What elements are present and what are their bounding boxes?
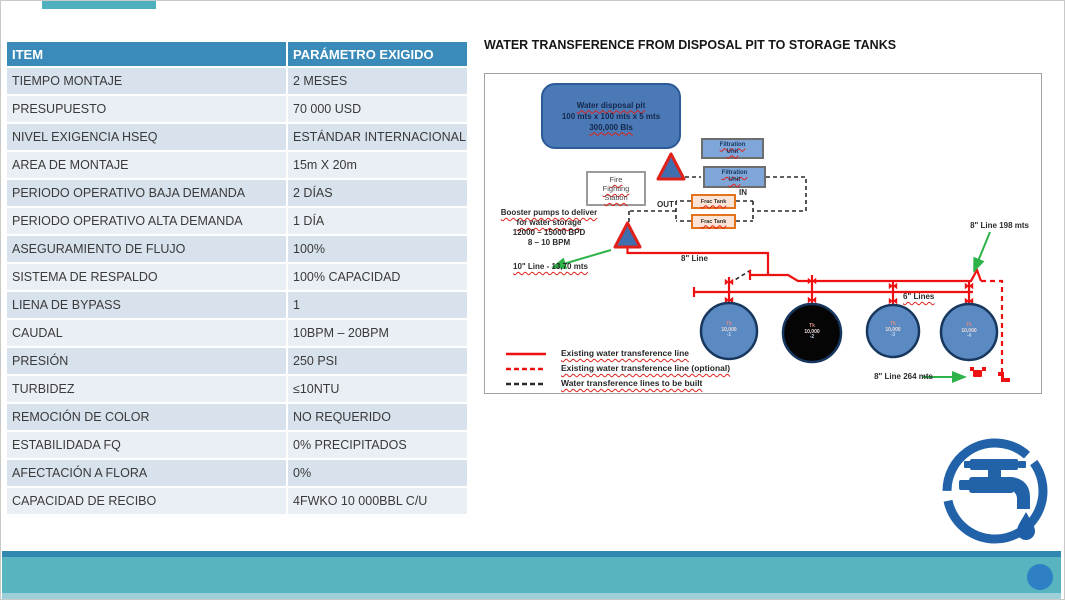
tank-4-label: Tk 10,000 -4 [961,322,977,339]
water-tap-logo-icon [936,434,1054,552]
frac-tank-2 [691,214,736,229]
table-row [7,375,467,403]
tank-2-label: Tk 10,000 -2 [804,323,820,340]
value-cell: 15m X 20m [287,151,467,179]
lines-to-be-built [629,177,806,281]
table-row [7,179,467,207]
table-row [7,235,467,263]
label-264mts: 8" Line 264 mts [874,372,933,381]
table-row [7,431,467,459]
filtration-label: Unit [728,177,741,183]
booster-note-line: 8 – 10 BPM [527,238,571,247]
table-row [7,151,467,179]
frac-tank-1 [691,194,736,209]
label-198mts: 8" Line 198 mts [970,221,1029,230]
item-cell: CAPACIDAD DE RECIBO [7,487,287,515]
item-cell: AFECTACIÓN A FLORA [7,459,287,487]
value-cell: 4FWKO 10 000BBL C/U [287,487,467,515]
tank-3-label: Tk 10,000 -3 [885,321,901,338]
label-10in-line: 10" Line - 13,70 mts [513,262,588,271]
fire-line: Fire [609,175,623,184]
item-cell: REMOCIÓN DE COLOR [7,403,287,431]
table-row [7,123,467,151]
item-cell: AREA DE MONTAJE [7,151,287,179]
footer-accent-circle [1027,564,1053,590]
table-row [7,347,467,375]
value-cell: 70 000 USD [287,95,467,123]
value-cell: 1 [287,291,467,319]
table-row [7,487,467,515]
pit-capacity: 300,000 Bls [589,122,633,132]
filtration-label: Filtration [721,170,748,176]
table-row [7,403,467,431]
item-cell: TIEMPO MONTAJE [7,67,287,95]
footer-lower-strip [2,593,1061,600]
tank-1-label: Tk 10,000 -1 [721,321,737,338]
item-cell: SISTEMA DE RESPALDO [7,263,287,291]
item-cell: PERIODO OPERATIVO BAJA DEMANDA [7,179,287,207]
value-cell: 10BPM – 20BPM [287,319,467,347]
value-cell: 0% PRECIPITADOS [287,431,467,459]
value-cell: 250 PSI [287,347,467,375]
item-cell: NIVEL EXIGENCIA HSEQ [7,123,287,151]
booster-note-line: 12000 – 15000 BPD [512,228,586,237]
param-table-body [7,67,467,515]
item-cell: ESTABILIDADA FQ [7,431,287,459]
label-8in-line: 8" Line [681,254,708,263]
top-accent-tab [42,0,156,9]
legend-item-to-be-built: Water transference lines to be built [561,378,703,388]
table-row [7,67,467,95]
footer-band [2,557,1061,593]
item-cell: PERIODO OPERATIVO ALTA DEMANDA [7,207,287,235]
label-6in-lines: 6" Lines [903,292,935,301]
frac-tank-label: Frac Tank [700,198,727,205]
value-cell: 2 DÍAS [287,179,467,207]
table-row [7,207,467,235]
item-cell: CAUDAL [7,319,287,347]
table-header-item: ITEM [7,42,287,67]
table-row [7,95,467,123]
out-label: OUT [657,200,674,209]
item-cell: PRESIÓN [7,347,287,375]
value-cell: 100% [287,235,467,263]
booster-note-line: Booster pumps to deliver [500,208,598,217]
fire-fighting-station [586,171,646,206]
in-label: IN [739,188,747,197]
table-row [7,263,467,291]
item-cell: ASEGURAMIENTO DE FLUJO [7,235,287,263]
table-row [7,459,467,487]
tap-valve-icon [970,367,1010,382]
diagram-title: WATER TRANSFERENCE FROM DISPOSAL PIT TO STORAGE TANKS [484,38,897,52]
table-header-parametro: PARÁMETRO EXIGIDO [287,42,467,67]
legend-item-optional: Existing water transference line (optional) [561,363,731,373]
pit-name: Water disposal pit [576,100,646,110]
item-cell: PRESUPUESTO [7,95,287,123]
pit-dimensions: 100 mts x 100 mts x 5 mts [561,111,661,121]
water-disposal-pit [541,83,681,149]
table-row [7,319,467,347]
value-cell: 0% [287,459,467,487]
filtration-unit-2 [703,166,766,188]
value-cell: ≤10NTU [287,375,467,403]
value-cell: 100% CAPACIDAD [287,263,467,291]
fire-line: Fighting [602,184,630,193]
filtration-label: Filtration [719,141,746,148]
fire-line: Station [604,193,628,202]
value-cell: 2 MESES [287,67,467,95]
table-row [7,291,467,319]
table-header-row [7,42,467,67]
value-cell: ESTÁNDAR INTERNACIONAL [287,123,467,151]
value-cell: 1 DÍA [287,207,467,235]
parameters-table [7,42,467,516]
booster-pump-2-icon [615,223,640,247]
booster-pumps-note [491,208,607,248]
legend-swatches [506,354,546,384]
filtration-label: Unit [726,148,739,155]
frac-tank-label: Frac Tank [700,218,727,225]
item-cell: TURBIDEZ [7,375,287,403]
value-cell: NO REQUERIDO [287,403,467,431]
booster-pump-1-icon [658,154,684,179]
booster-note-line: for water storage [516,218,582,227]
diagram-frame [484,73,1042,394]
item-cell: LIENA DE BYPASS [7,291,287,319]
filtration-unit-1 [701,138,764,159]
legend-item-existing: Existing water transference line [561,348,690,358]
